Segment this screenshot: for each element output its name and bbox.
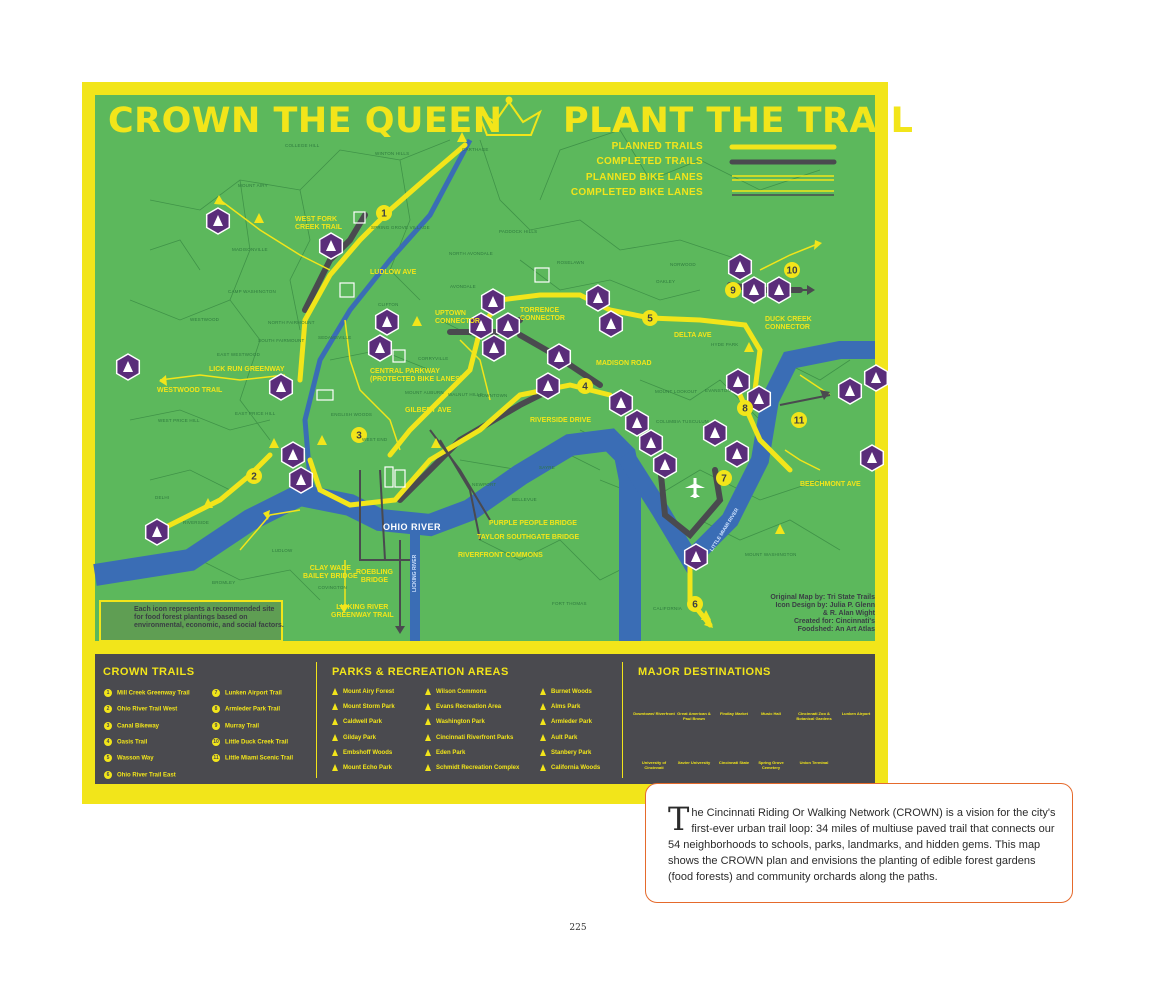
caption-body: he Cincinnati Riding Or Walking Network (CROWN) is a vision for the city's first-ever urban trail loop: 34 miles of multiuse paved trail that connects our 54 neighborhoods to schools, parks, landmarks, and hidden gems. This map shows the CROWN plan and envisions the planting of edible forest gardens (food forests) and community orchards along the paths.	[668, 807, 1056, 883]
park-item	[332, 703, 395, 710]
park-item	[332, 734, 376, 741]
trail-name: Canal Bikeway	[117, 723, 160, 730]
trail-name: Little Miami Scenic Trail	[225, 755, 294, 762]
neighborhood-label: DELHI	[155, 495, 170, 500]
neighborhood-label: HYDE PARK	[711, 342, 739, 347]
caption-text	[668, 800, 1060, 885]
trail-number-text: 7	[721, 473, 727, 485]
skyline-destination: Downtown/ Riverfront	[633, 711, 675, 716]
label-licking-river: LICKING RIVER	[412, 554, 418, 592]
label-central-parkway: CENTRAL PARKWAY (PROTECTED BIKE LANES)	[370, 368, 463, 383]
park-name: Schmidt Recreation Complex	[436, 765, 520, 772]
crown-trail-item	[104, 722, 159, 731]
title-left: CROWN THE QUEEN	[108, 101, 503, 141]
legend-planned-trails: PLANNED TRAILS	[611, 141, 703, 152]
crown-trail-item	[212, 738, 288, 747]
label-lick-run: LICK RUN GREENWAY	[209, 366, 285, 373]
neighborhood-label: WALNUT HILLS	[448, 392, 483, 397]
label-duck-creek: DUCK CREEK CONNECTOR	[765, 316, 812, 331]
credits	[745, 594, 875, 634]
trail-name: Armleder Park Trail	[225, 706, 281, 713]
park-name: Stanbery Park	[551, 749, 592, 756]
neighborhood-label: SPRING GROVE VILLAGE	[371, 225, 430, 230]
trail-number-badge: 10	[213, 738, 219, 745]
zoo-destination: Cincinnati Zoo & Botanical Gardens	[796, 711, 832, 721]
credit-line: Icon Design by: Julia P. Glenn	[775, 602, 875, 609]
gravestone-destination: Spring Grove Cemetery	[758, 760, 784, 770]
xavier-building-destination: Xavier University	[677, 760, 711, 765]
tree-icon	[332, 764, 338, 771]
crown-trail-item	[212, 754, 293, 763]
trail-number-badge: 11	[213, 755, 219, 762]
airplane-destination: Lunken Airport	[841, 711, 871, 716]
neighborhood-label: WEST PRICE HILL	[158, 418, 200, 423]
label-uptown: UPTOWN CONNECTOR	[435, 310, 480, 325]
neighborhood-label: CORRYVILLE	[418, 356, 449, 361]
tree-icon	[332, 703, 338, 710]
trail-number-text: 3	[356, 430, 362, 442]
tree-icon	[540, 749, 546, 756]
neighborhood-label: MADISONVILLE	[232, 247, 268, 252]
neighborhood-label: LUDLOW	[272, 548, 293, 553]
legend-planned-bike-lanes: PLANNED BIKE LANES	[585, 172, 703, 183]
park-name: Washington Park	[436, 719, 485, 726]
trail-number-text: 9	[730, 285, 736, 297]
park-item	[332, 718, 382, 725]
trail-number-text: 8	[742, 403, 748, 415]
neighborhood-label: PADDOCK HILLS	[499, 229, 538, 234]
park-item	[540, 764, 600, 771]
neighborhood-label: OAKLEY	[656, 279, 676, 284]
trail-number-text: 6	[692, 599, 698, 611]
park-item	[540, 688, 592, 695]
parks-heading: PARKS & RECREATION AREAS	[332, 666, 509, 678]
trail-name: Lunken Airport Trail	[225, 690, 282, 697]
trail-name: Mill Creek Greenway Trail	[117, 690, 190, 697]
park-name: Caldwell Park	[343, 719, 383, 726]
trail-number-text: 1	[381, 208, 387, 220]
neighborhood-label: ROSELAWN	[557, 260, 585, 265]
trail-number-badge: 6	[104, 771, 112, 779]
neighborhood-label: BROMLEY	[212, 580, 236, 585]
terminal-destination: Union Terminal	[799, 760, 829, 765]
legend-completed-bike-lanes: COMPLETED BIKE LANES	[570, 187, 703, 198]
produce-destination: Findlay Market	[719, 711, 748, 716]
neighborhood-label: SAYRE	[539, 465, 555, 470]
credit-line: & R. Alan Wight	[822, 610, 875, 617]
trail-number-badge: 1	[104, 689, 112, 697]
park-item	[332, 764, 392, 771]
trail-number-badge: 3	[104, 722, 112, 730]
label-west-fork: WEST FORK CREEK TRAIL	[295, 216, 343, 231]
destinations-heading: MAJOR DESTINATIONS	[638, 666, 771, 678]
credit-line: Created for: Cincinnati's	[793, 618, 875, 625]
trail-number-badge: 9	[212, 722, 220, 730]
park-item	[425, 718, 485, 725]
park-name: Alms Park	[551, 704, 581, 711]
park-name: Burnet Woods	[551, 689, 592, 696]
label-gilbert: GILBERT AVE	[405, 407, 452, 414]
park-item	[540, 703, 580, 710]
crown-trail-item	[104, 771, 176, 780]
tree-icon	[332, 734, 338, 741]
neighborhood-label: NORTH AVONDALE	[449, 251, 493, 256]
trail-number-text: 10	[786, 265, 798, 277]
neighborhood-label: SEDAMSVILLE	[318, 335, 352, 340]
trail-name: Ohio River Trail West	[117, 706, 178, 713]
trail-number-badge: 5	[104, 754, 112, 762]
neighborhood-label: CALIFORNIA	[653, 606, 683, 611]
neighborhood-label: NORTH FAIRMOUNT	[268, 320, 315, 325]
tree-icon	[540, 718, 546, 725]
neighborhood-label: WESTWOOD	[190, 317, 220, 322]
page-number: 225	[569, 923, 587, 933]
park-name: Wilson Commons	[436, 689, 487, 696]
crown-trail-item	[104, 705, 177, 714]
park-item	[425, 734, 513, 741]
drop-cap: T	[668, 800, 690, 838]
neighborhood-label: CAMP WASHINGTON	[228, 289, 276, 294]
trail-number-text: 2	[251, 471, 257, 483]
trail-number-text: 4	[582, 381, 588, 393]
park-name: California Woods	[551, 765, 601, 772]
neighborhood-label: BELLEVUE	[512, 497, 537, 502]
tree-icon	[425, 764, 431, 771]
park-name: Armleder Park	[551, 719, 593, 726]
neighborhood-label: CLIFTON	[378, 302, 399, 307]
park-item	[332, 749, 392, 756]
neighborhood-label: AVONDALE	[450, 284, 476, 289]
park-item	[540, 718, 592, 725]
label-ludlow: LUDLOW AVE	[370, 269, 417, 276]
tree-icon	[332, 749, 338, 756]
neighborhood-label: EAST WESTWOOD	[217, 352, 261, 357]
legend-completed-trails: COMPLETED TRAILS	[596, 156, 703, 167]
neighborhood-label: COLUMBIA TUSCULUM	[656, 419, 709, 424]
park-name: Embshoff Woods	[343, 749, 393, 756]
crown-trail-item	[104, 738, 147, 747]
tree-icon	[425, 718, 431, 725]
park-item	[425, 688, 487, 695]
stadium-destination: Great American & Paul Brown	[677, 711, 711, 721]
crown-trail-item	[212, 689, 282, 698]
label-madison: MADISON ROAD	[596, 360, 652, 367]
neighborhood-label: WINTON HILLS	[375, 151, 410, 156]
caption-box	[645, 783, 1073, 903]
trail-number-text: 5	[647, 313, 653, 325]
neighborhood-label: MOUNT LOOKOUT	[655, 389, 698, 394]
label-licking-greenway: LICKING RIVER GREENWAY TRAIL	[331, 604, 394, 619]
label-delta: DELTA AVE	[674, 332, 712, 339]
trail-number-badge: 2	[104, 705, 112, 713]
park-item	[540, 734, 577, 741]
neighborhood-label: COLLEGE HILL	[285, 143, 320, 148]
trail-name: Murray Trail	[225, 723, 260, 730]
trail-name: Ohio River Trail East	[117, 772, 176, 779]
uc-building-destination: University of Cincinnati	[641, 760, 667, 770]
panel-divider	[622, 662, 623, 778]
tree-icon	[425, 703, 431, 710]
college-building-destination: Cincinnati State	[718, 760, 750, 765]
label-ohio-river: OHIO RIVER	[383, 522, 442, 532]
crown-trail-item	[212, 705, 280, 714]
park-name: Evans Recreation Area	[436, 704, 502, 711]
neighborhood-label: MOUNT AIRY	[238, 183, 268, 188]
hex-note-text: Each icon represents a recommended site for food forest plantings based on environmental, economic, and social factors.	[134, 606, 284, 629]
neighborhood-label: MOUNT AUBURN	[405, 390, 444, 395]
neighborhood-label: COVINGTON	[318, 585, 347, 590]
credit-line: Foodshed: An Art Atlas	[797, 626, 875, 633]
trail-name: Wasson Way	[117, 755, 154, 762]
title-right: PLANT THE TRAIL	[563, 101, 914, 141]
tree-icon	[425, 688, 431, 695]
trail-number-badge: 8	[212, 705, 220, 713]
tree-icon	[425, 734, 431, 741]
park-item	[425, 764, 519, 771]
label-torrence: TORRENCE CONNECTOR	[520, 307, 565, 322]
park-name: Ault Park	[551, 734, 578, 741]
label-clay-wade: CLAY WADE BAILEY BRIDGE	[303, 565, 358, 580]
park-name: Mount Echo Park	[343, 765, 393, 772]
neighborhood-label: MOUNT WASHINGTON	[745, 552, 797, 557]
park-item	[425, 749, 465, 756]
park-item	[425, 703, 501, 710]
neighborhood-label: FORT THOMAS	[552, 601, 587, 606]
neighborhood-label: CARTHAGE	[462, 147, 489, 152]
neighborhood-label: EAST PRICE HILL	[235, 411, 276, 416]
tree-icon	[540, 688, 546, 695]
park-item	[540, 749, 591, 756]
tree-icon	[540, 703, 546, 710]
crown-trail-item	[212, 722, 259, 731]
label-riverfront-commons: RIVERFRONT COMMONS	[458, 552, 543, 559]
crown-trails-heading: CROWN TRAILS	[103, 666, 195, 678]
trail-name: Oasis Trail	[117, 739, 148, 746]
neighborhood-label: NORWOOD	[670, 262, 696, 267]
label-little-miami: LITTLE MIAMI RIVER	[708, 507, 741, 553]
tree-icon	[540, 764, 546, 771]
neighborhood-label: NEWPORT	[472, 482, 497, 487]
neighborhood-label: EVANSTON	[705, 388, 731, 393]
label-purple-people: PURPLE PEOPLE BRIDGE	[489, 520, 577, 527]
neighborhood-label: ENGLISH WOODS	[331, 412, 373, 417]
tree-icon	[540, 734, 546, 741]
crown-trail-item	[104, 754, 154, 763]
label-beechmont: BEECHMONT AVE	[800, 481, 861, 488]
park-name: Mount Storm Park	[343, 704, 395, 711]
crown-trail-item	[104, 689, 190, 698]
park-name: Gilday Park	[343, 734, 377, 741]
label-roebling: ROEBLING BRIDGE	[356, 569, 393, 584]
music-hall-destination: Music Hall	[761, 711, 781, 716]
park-name: Eden Park	[436, 749, 466, 756]
neighborhood-label: RIVERSIDE	[183, 520, 210, 525]
trail-name: Little Duck Creek Trail	[225, 739, 289, 746]
panel-divider	[316, 662, 317, 778]
label-riverside: RIVERSIDE DRIVE	[530, 417, 592, 424]
trail-number-text: 11	[793, 415, 805, 427]
neighborhood-label: SOUTH FAIRMOUNT	[258, 338, 305, 343]
park-item	[332, 688, 394, 695]
neighborhood-label: DOWNTOWN	[478, 393, 508, 398]
tree-icon	[425, 749, 431, 756]
tree-icon	[332, 688, 338, 695]
trail-number-badge: 4	[104, 738, 112, 746]
trail-number-badge: 7	[212, 689, 220, 697]
tree-icon	[332, 718, 338, 725]
park-name: Mount Airy Forest	[343, 689, 395, 696]
hex-note-box	[99, 600, 283, 642]
neighborhood-label: WEST END	[362, 437, 388, 442]
label-taylor-southgate: TAYLOR SOUTHGATE BRIDGE	[477, 534, 580, 541]
park-name: Cincinnati Riverfront Parks	[436, 734, 514, 741]
label-westwood: WESTWOOD TRAIL	[157, 387, 223, 394]
credit-line: Original Map by: Tri State Trails	[770, 594, 875, 601]
